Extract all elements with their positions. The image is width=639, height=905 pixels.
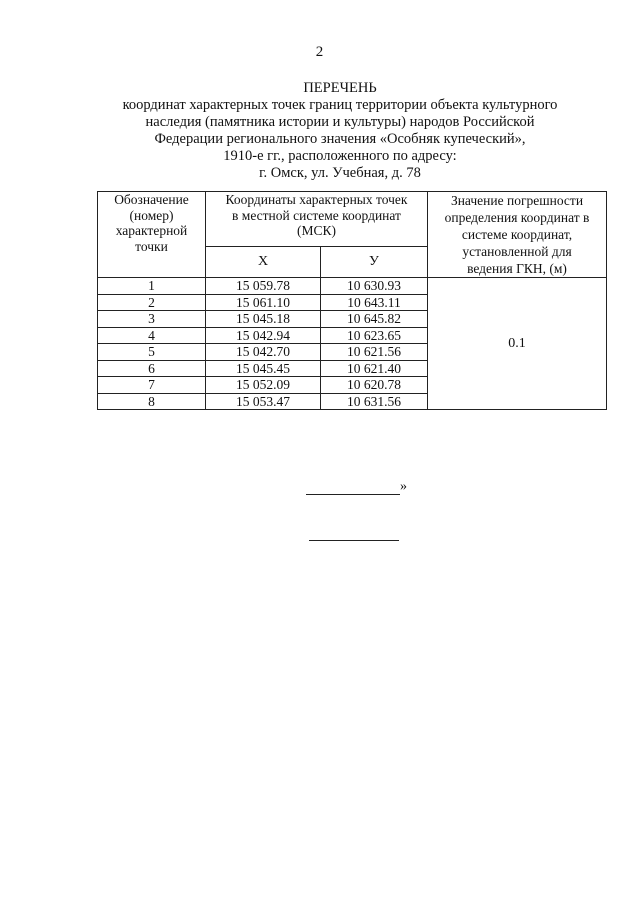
coord-y: 10 631.56 bbox=[321, 393, 428, 410]
heading-line: координат характерных точек границ территории объекта культурного bbox=[122, 97, 558, 113]
heading-line: Федерации регионального значения «Особняк купеческий», bbox=[154, 131, 526, 147]
coord-x: 15 052.09 bbox=[206, 377, 321, 394]
coord-y: 10 630.93 bbox=[321, 278, 428, 295]
coord-x: 15 061.10 bbox=[206, 294, 321, 311]
point-number: 7 bbox=[98, 377, 206, 394]
coord-y: 10 645.82 bbox=[321, 311, 428, 328]
document-heading bbox=[80, 80, 600, 182]
header-coordinates: Координаты характерных точек в местной системе координат (МСК) bbox=[206, 192, 428, 247]
coord-y: 10 620.78 bbox=[321, 377, 428, 394]
heading-line: 1910-е гг., расположенного по адресу: bbox=[223, 148, 457, 164]
header-x: Х bbox=[206, 246, 321, 277]
blank-line bbox=[306, 480, 400, 495]
point-number: 6 bbox=[98, 360, 206, 377]
header-error: Значение погрешности определения координат в системе координат, установленной для ведения ГКН, (м) bbox=[428, 192, 607, 278]
signature-line-quote bbox=[306, 479, 407, 495]
page-number: 2 bbox=[315, 44, 324, 60]
point-number: 2 bbox=[98, 294, 206, 311]
signature-line bbox=[309, 540, 399, 541]
coordinates-table bbox=[97, 191, 607, 410]
point-number: 5 bbox=[98, 344, 206, 361]
point-number: 3 bbox=[98, 311, 206, 328]
coord-x: 15 042.70 bbox=[206, 344, 321, 361]
coord-x: 15 045.45 bbox=[206, 360, 321, 377]
coord-y: 10 643.11 bbox=[321, 294, 428, 311]
header-point-number: Обозначение (номер) характерной точки bbox=[98, 192, 206, 278]
coord-x: 15 045.18 bbox=[206, 311, 321, 328]
coord-x: 15 042.94 bbox=[206, 327, 321, 344]
coord-y: 10 623.65 bbox=[321, 327, 428, 344]
point-number: 4 bbox=[98, 327, 206, 344]
heading-line: г. Омск, ул. Учебная, д. 78 bbox=[259, 165, 421, 181]
point-number: 8 bbox=[98, 393, 206, 410]
point-number: 1 bbox=[98, 278, 206, 295]
coord-y: 10 621.56 bbox=[321, 344, 428, 361]
heading-title: ПЕРЕЧЕНЬ bbox=[303, 80, 377, 96]
error-value: 0.1 bbox=[428, 278, 607, 410]
heading-line: наследия (памятника истории и культуры) народов Российской bbox=[145, 114, 535, 130]
table-row bbox=[98, 278, 607, 295]
coord-x: 15 053.47 bbox=[206, 393, 321, 410]
coord-x: 15 059.78 bbox=[206, 278, 321, 295]
header-y: У bbox=[321, 246, 428, 277]
coord-y: 10 621.40 bbox=[321, 360, 428, 377]
closing-quote: » bbox=[400, 479, 407, 494]
